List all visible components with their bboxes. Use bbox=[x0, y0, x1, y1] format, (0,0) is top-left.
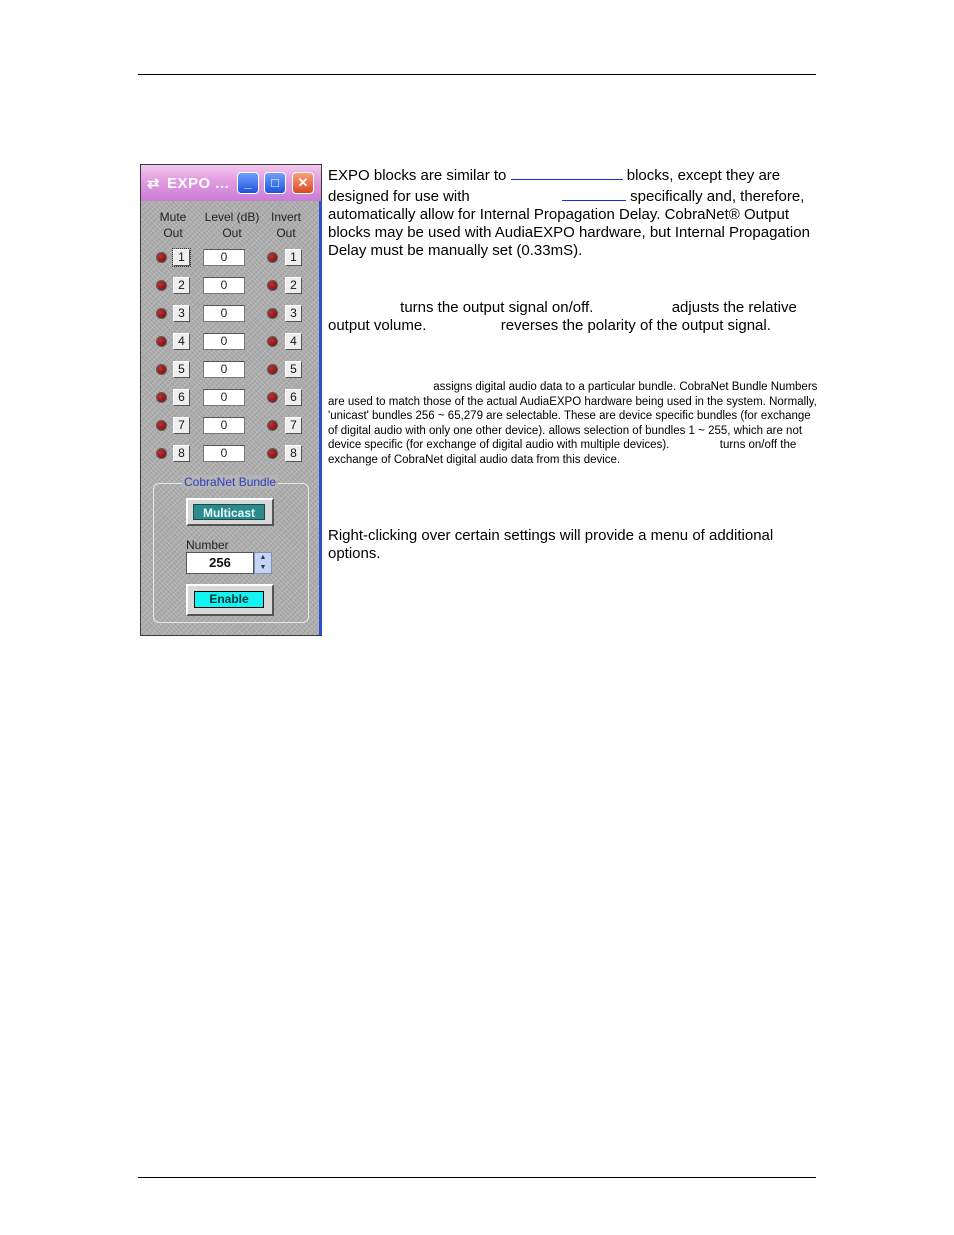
window-edge-strip bbox=[319, 201, 322, 635]
intro-text-1: EXPO blocks are similar to bbox=[328, 167, 507, 184]
invert-header-line1: Invert bbox=[270, 210, 301, 224]
mute-button-8[interactable]: 8 bbox=[173, 445, 190, 462]
invert-header-line2: Out bbox=[276, 226, 296, 240]
mute-column-header bbox=[155, 209, 191, 241]
level-field-5[interactable]: 0 bbox=[203, 361, 245, 378]
multicast-button[interactable] bbox=[186, 498, 274, 526]
multicast-label: Multicast bbox=[193, 504, 265, 520]
level-field-7[interactable]: 0 bbox=[203, 417, 245, 434]
mute-header-line1: Mute bbox=[159, 210, 187, 224]
invert-button-3[interactable]: 3 bbox=[285, 305, 302, 322]
mute-led-6 bbox=[157, 393, 166, 402]
mute-header-line2: Out bbox=[163, 226, 183, 240]
level-field-1[interactable]: 0 bbox=[203, 249, 245, 266]
invert-button-1[interactable]: 1 bbox=[285, 249, 302, 266]
mute-led-8 bbox=[157, 449, 166, 458]
invert-led-3 bbox=[268, 309, 277, 318]
invert-led-1 bbox=[268, 253, 277, 262]
title-bar[interactable] bbox=[141, 165, 321, 201]
invert-led-4 bbox=[268, 337, 277, 346]
mute-button-4[interactable]: 4 bbox=[173, 333, 190, 350]
bundle-text-2: allows selection of bundles 1 ~ 255, which are not device specific (for exchange of digital audio with multiple devices). bbox=[328, 424, 803, 451]
invert-button-2[interactable]: 2 bbox=[285, 277, 302, 294]
invert-led-5 bbox=[268, 365, 277, 374]
expo-output-window bbox=[140, 164, 322, 636]
level-column-header bbox=[199, 209, 265, 241]
invert-led-8 bbox=[268, 449, 277, 458]
bundle-paragraph bbox=[328, 380, 818, 467]
audiaexpo-link[interactable] bbox=[562, 185, 626, 201]
intro-paragraph bbox=[328, 164, 818, 260]
level-field-8[interactable]: 0 bbox=[203, 445, 245, 462]
intro-text-2: blocks, except they are designed for use with bbox=[328, 167, 781, 205]
maximize-button[interactable]: □ bbox=[264, 172, 286, 194]
level-field-2[interactable]: 0 bbox=[203, 277, 245, 294]
level-field-3[interactable]: 0 bbox=[203, 305, 245, 322]
controls-text-3: reverses the polarity of the output signal. bbox=[500, 317, 771, 334]
bundle-text-1: assigns digital audio data to a particular bundle. CobraNet Bundle Numbers are used to match those of the actual AudiaEXPO hardware being used in the system. Normally, 'unicast' bundles 256 ~ 65,279 are selectable. These are device specific bundles (for exchange of digital audio with only one other device). bbox=[328, 381, 818, 437]
mute-button-7[interactable]: 7 bbox=[173, 417, 190, 434]
mute-button-3[interactable]: 3 bbox=[173, 305, 190, 322]
cobranet-bundle-group bbox=[153, 475, 309, 623]
enable-button[interactable] bbox=[186, 584, 274, 616]
mute-led-5 bbox=[157, 365, 166, 374]
invert-led-6 bbox=[268, 393, 277, 402]
mute-led-2 bbox=[157, 281, 166, 290]
intro-text-3: specifically and, therefore, automatically allow for Internal Propagation Delay. CobraNet® Output blocks may be used with AudiaEXPO hardware, but Internal Propagation Delay must be manually set (0.33mS). bbox=[328, 188, 810, 259]
level-header-line1: Level (dB) bbox=[204, 210, 260, 224]
invert-led-2 bbox=[268, 281, 277, 290]
bundle-number-spinner[interactable] bbox=[254, 552, 272, 574]
level-header-line2: Out bbox=[222, 226, 242, 240]
cobranet-output-link[interactable] bbox=[511, 164, 623, 180]
mute-button-1[interactable]: 1 bbox=[173, 249, 190, 266]
mute-led-7 bbox=[157, 421, 166, 430]
mute-led-1 bbox=[157, 253, 166, 262]
cobranet-bundle-label: CobraNet Bundle bbox=[184, 475, 277, 489]
invert-column-header bbox=[267, 209, 305, 241]
level-field-6[interactable]: 0 bbox=[203, 389, 245, 406]
mute-button-6[interactable]: 6 bbox=[173, 389, 190, 406]
controls-text-2: adjusts the relative output volume. bbox=[328, 299, 797, 334]
spinner-down-icon[interactable]: ▼ bbox=[259, 564, 267, 571]
invert-button-4[interactable]: 4 bbox=[285, 333, 302, 350]
mute-button-5[interactable]: 5 bbox=[173, 361, 190, 378]
bundle-number-input[interactable]: 256 bbox=[186, 552, 254, 574]
mute-button-2[interactable]: 2 bbox=[173, 277, 190, 294]
block-arrows-icon: ⇄ bbox=[147, 175, 160, 192]
invert-button-8[interactable]: 8 bbox=[285, 445, 302, 462]
right-click-paragraph: Right-clicking over certain settings will provide a menu of additional options. bbox=[328, 527, 774, 562]
enable-label: Enable bbox=[194, 591, 264, 608]
mute-led-4 bbox=[157, 337, 166, 346]
controls-paragraph bbox=[328, 299, 818, 335]
minimize-button[interactable]: _ bbox=[237, 172, 259, 194]
invert-led-7 bbox=[268, 421, 277, 430]
level-field-4[interactable]: 0 bbox=[203, 333, 245, 350]
bundle-number-label: Number bbox=[186, 538, 229, 552]
invert-button-5[interactable]: 5 bbox=[285, 361, 302, 378]
mute-led-3 bbox=[157, 309, 166, 318]
controls-text-1: turns the output signal on/off. bbox=[400, 299, 594, 316]
close-button[interactable]: ✕ bbox=[292, 172, 314, 194]
window-title: EXPO ... bbox=[167, 175, 230, 192]
bundle-text-3: turns on/off the exchange of CobraNet digital audio data from this device. bbox=[328, 439, 797, 466]
invert-button-7[interactable]: 7 bbox=[285, 417, 302, 434]
spinner-up-icon[interactable]: ▲ bbox=[259, 554, 267, 561]
footer-rule bbox=[138, 1177, 816, 1178]
header-rule bbox=[138, 74, 816, 75]
invert-button-6[interactable]: 6 bbox=[285, 389, 302, 406]
